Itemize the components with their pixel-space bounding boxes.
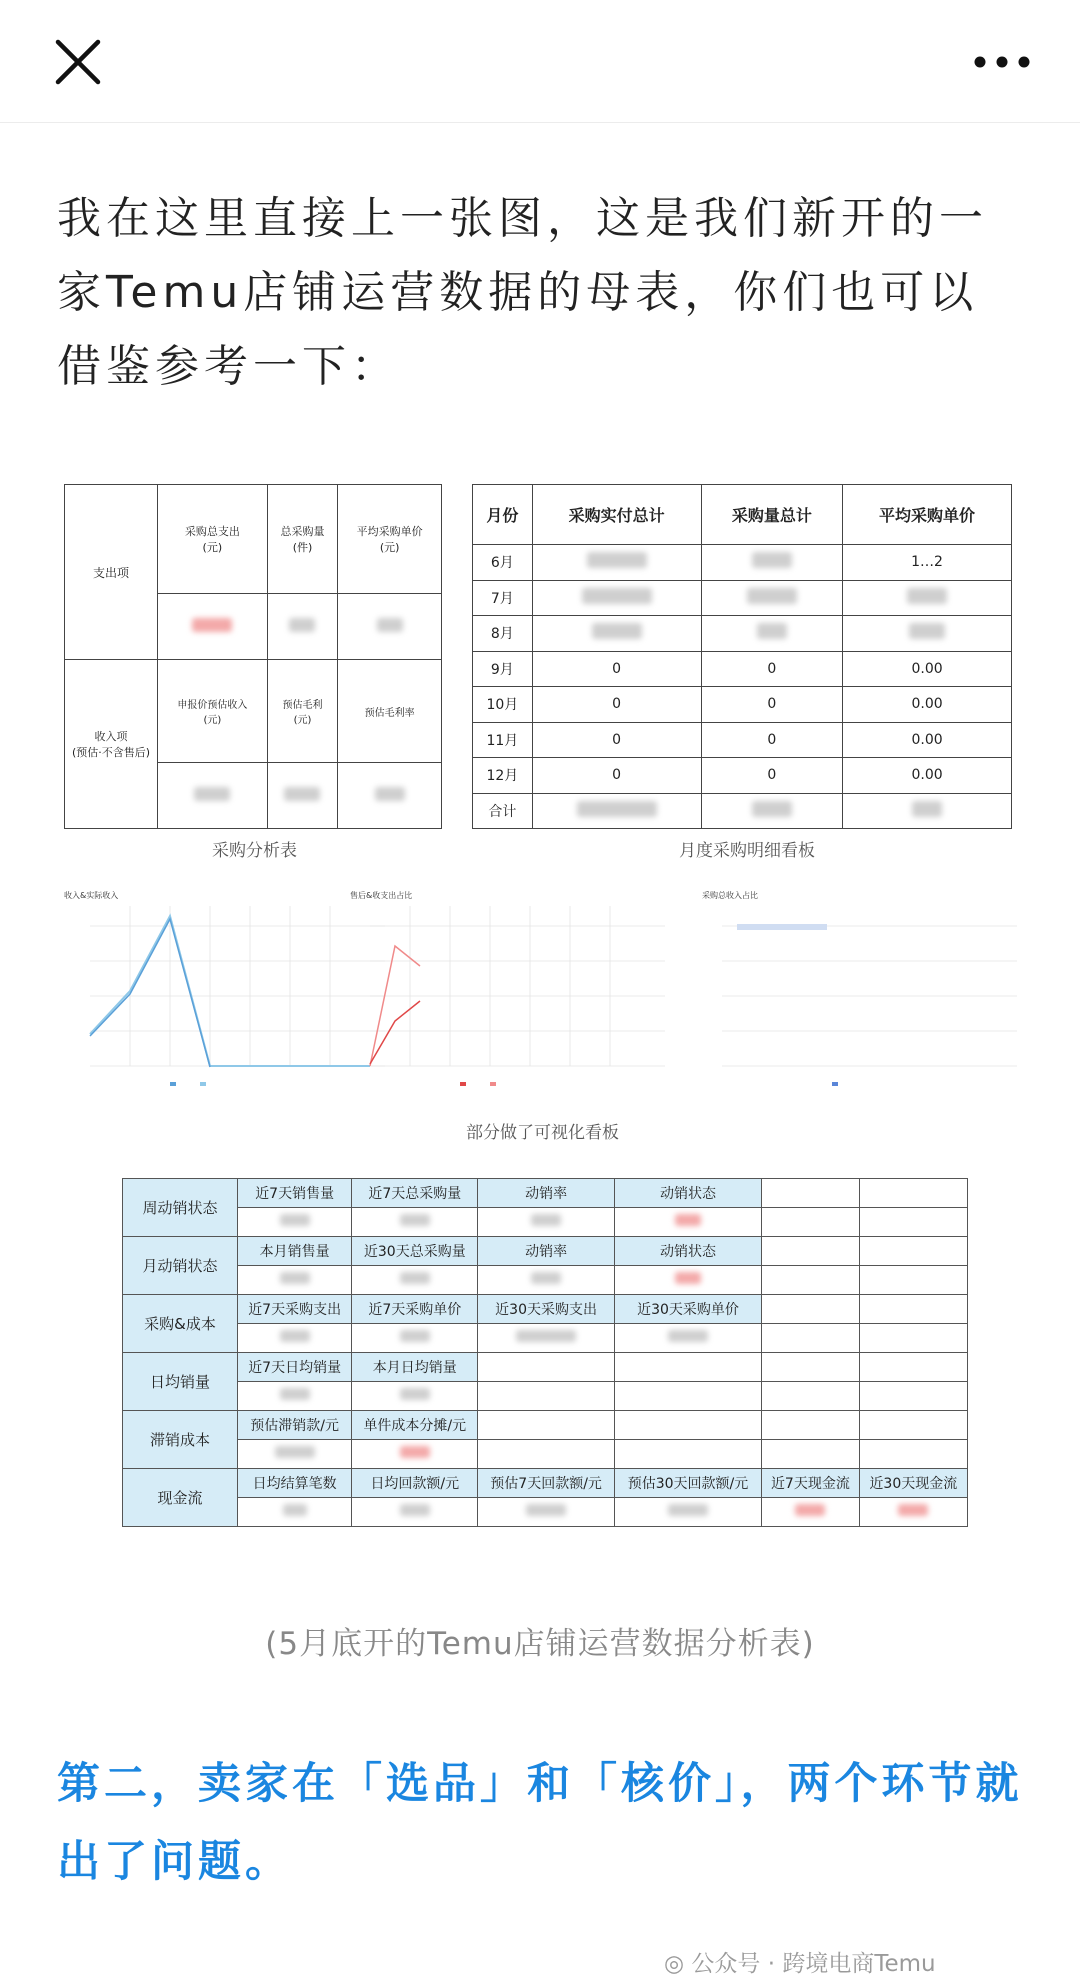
row-label-expense: 支出项 — [65, 485, 158, 660]
category-cell: 月动销状态 — [123, 1237, 238, 1295]
value-cell: 0.00 — [843, 651, 1012, 687]
value-cell: 0 — [532, 687, 701, 723]
empty-cell — [478, 1411, 615, 1440]
blurred-cell — [843, 616, 1012, 652]
blurred-cell — [532, 616, 701, 652]
header-cell: 预估毛利率 — [338, 660, 442, 763]
metric-header: 动销状态 — [614, 1179, 761, 1208]
value-cell: 0 — [532, 651, 701, 687]
empty-cell — [478, 1440, 615, 1469]
purchase-analysis-caption: 采购分析表 — [212, 841, 297, 861]
header-cell: 平均采购单价 — [843, 485, 1012, 545]
category-cell: 周动销状态 — [123, 1179, 238, 1237]
watermark — [664, 1945, 936, 1978]
blurred-cell — [238, 1324, 352, 1353]
purchase-analysis-table — [64, 484, 442, 829]
empty-cell — [762, 1411, 860, 1440]
chart-title: 售后&收支出占比 — [350, 891, 413, 900]
empty-cell — [859, 1440, 967, 1469]
empty-cell — [859, 1266, 967, 1295]
category-cell: 采购&成本 — [123, 1295, 238, 1353]
blurred-cell — [843, 580, 1012, 616]
chart-purchase-income — [692, 886, 1022, 1096]
value-cell — [158, 594, 268, 660]
metric-header: 近7天采购支出 — [238, 1295, 352, 1324]
blurred-cell — [238, 1266, 352, 1295]
value-cell — [338, 594, 442, 660]
blurred-cell — [701, 793, 843, 829]
metric-header: 单件成本分摊/元 — [352, 1411, 478, 1440]
blurred-cell — [762, 1498, 860, 1527]
empty-cell — [859, 1237, 967, 1266]
metric-header: 预估7天回款额/元 — [478, 1469, 615, 1498]
row-label-income: 收入项 (预估·不含售后) — [65, 660, 158, 829]
metrics-grid-table — [122, 1178, 968, 1527]
empty-cell — [762, 1440, 860, 1469]
empty-cell — [762, 1382, 860, 1411]
header-cell: 采购实付总计 — [532, 485, 701, 545]
header-cell: 采购量总计 — [701, 485, 843, 545]
empty-cell — [478, 1382, 615, 1411]
blurred-cell — [614, 1208, 761, 1237]
empty-cell — [614, 1382, 761, 1411]
value-cell: 0 — [701, 758, 843, 794]
empty-cell — [762, 1295, 860, 1324]
header-cell: 申报价预估收入 (元) — [158, 660, 268, 763]
chart-aftersales — [340, 886, 670, 1096]
month-cell: 7月 — [473, 580, 533, 616]
blurred-cell — [352, 1208, 478, 1237]
empty-cell — [762, 1237, 860, 1266]
value-cell — [158, 763, 268, 829]
blurred-cell — [352, 1440, 478, 1469]
value-cell: 0.00 — [843, 687, 1012, 723]
chart-title: 采购总收入占比 — [702, 891, 758, 900]
blurred-cell — [478, 1266, 615, 1295]
month-cell: 9月 — [473, 651, 533, 687]
watermark-text: 公众号 · 跨境电商Temu — [691, 1951, 936, 1977]
blurred-cell — [614, 1324, 761, 1353]
blurred-cell — [614, 1266, 761, 1295]
category-cell: 滞销成本 — [123, 1411, 238, 1469]
article-paragraph: 我在这里直接上一张图，这是我们新开的一家Temu店铺运营数据的母表，你们也可以借鉴参考一下： — [57, 193, 988, 392]
metric-header: 近30天采购单价 — [614, 1295, 761, 1324]
metric-header: 动销状态 — [614, 1237, 761, 1266]
blurred-cell — [478, 1208, 615, 1237]
metric-header: 日均结算笔数 — [238, 1469, 352, 1498]
image-caption: (5月底开的Temu店铺运营数据分析表) — [265, 1626, 815, 1662]
charts-caption: 部分做了可视化看板 — [466, 1123, 619, 1143]
metric-header: 近7天总采购量 — [352, 1179, 478, 1208]
empty-cell — [859, 1179, 967, 1208]
empty-cell — [859, 1353, 967, 1382]
metric-header: 预估滞销款/元 — [238, 1411, 352, 1440]
section-heading: 第二，卖家在「选品」和「核价」，两个环节就出了问题。 — [57, 1759, 1023, 1887]
metric-header: 动销率 — [478, 1179, 615, 1208]
metric-header: 近30天现金流 — [859, 1469, 967, 1498]
header-cell: 预估毛利 (元) — [267, 660, 338, 763]
value-cell — [267, 594, 338, 660]
empty-cell — [859, 1208, 967, 1237]
empty-cell — [614, 1353, 761, 1382]
empty-cell — [762, 1179, 860, 1208]
metric-header: 本月销售量 — [238, 1237, 352, 1266]
metric-header: 近30天采购支出 — [478, 1295, 615, 1324]
metric-header: 近7天销售量 — [238, 1179, 352, 1208]
monthly-board-caption: 月度采购明细看板 — [679, 841, 815, 861]
blurred-cell — [238, 1440, 352, 1469]
category-cell: 现金流 — [123, 1469, 238, 1527]
value-cell: 1…2 — [843, 545, 1012, 581]
blurred-cell — [532, 580, 701, 616]
empty-cell — [614, 1411, 761, 1440]
metric-header: 近7天现金流 — [762, 1469, 860, 1498]
blurred-cell — [238, 1498, 352, 1527]
blurred-cell — [532, 545, 701, 581]
metric-header: 近30天总采购量 — [352, 1237, 478, 1266]
empty-cell — [762, 1353, 860, 1382]
month-cell: 12月 — [473, 758, 533, 794]
metric-header: 日均回款额/元 — [352, 1469, 478, 1498]
chart-title: 收入&实际收入 — [64, 891, 119, 900]
value-cell: 0 — [701, 687, 843, 723]
blurred-cell — [352, 1324, 478, 1353]
close-icon[interactable] — [52, 36, 104, 88]
month-cell: 合计 — [473, 793, 533, 829]
header-cell: 采购总支出 (元) — [158, 485, 268, 594]
metric-header: 动销率 — [478, 1237, 615, 1266]
empty-cell — [614, 1440, 761, 1469]
monthly-board-table — [472, 484, 1012, 829]
blurred-cell — [701, 616, 843, 652]
empty-cell — [762, 1324, 860, 1353]
top-bar — [0, 0, 1080, 123]
blurred-cell — [843, 793, 1012, 829]
metric-header: 预估30天回款额/元 — [614, 1469, 761, 1498]
month-cell: 6月 — [473, 545, 533, 581]
blurred-cell — [701, 545, 843, 581]
empty-cell — [762, 1208, 860, 1237]
blurred-cell — [352, 1498, 478, 1527]
blurred-cell — [238, 1382, 352, 1411]
empty-cell — [859, 1324, 967, 1353]
month-cell: 8月 — [473, 616, 533, 652]
metric-header: 近7天日均销量 — [238, 1353, 352, 1382]
blurred-cell — [701, 580, 843, 616]
empty-cell — [859, 1382, 967, 1411]
value-cell: 0.00 — [843, 758, 1012, 794]
empty-cell — [478, 1353, 615, 1382]
blurred-cell — [352, 1382, 478, 1411]
blurred-cell — [478, 1324, 615, 1353]
blurred-cell — [352, 1266, 478, 1295]
blurred-cell — [614, 1498, 761, 1527]
blurred-cell — [478, 1498, 615, 1527]
empty-cell — [762, 1266, 860, 1295]
category-cell: 日均销量 — [123, 1353, 238, 1411]
value-cell: 0 — [532, 758, 701, 794]
wechat-icon: ◎ — [664, 1951, 685, 1977]
value-cell: 0 — [701, 722, 843, 758]
value-cell: 0 — [701, 651, 843, 687]
header-cell: 月份 — [473, 485, 533, 545]
value-cell: 0 — [532, 722, 701, 758]
metric-header: 本月日均销量 — [352, 1353, 478, 1382]
blurred-cell — [238, 1208, 352, 1237]
value-cell — [338, 763, 442, 829]
month-cell: 10月 — [473, 687, 533, 723]
metric-header: 近7天采购单价 — [352, 1295, 478, 1324]
empty-cell — [859, 1411, 967, 1440]
month-cell: 11月 — [473, 722, 533, 758]
more-icon[interactable] — [972, 40, 1032, 84]
empty-cell — [859, 1295, 967, 1324]
blurred-cell — [532, 793, 701, 829]
blurred-cell — [859, 1498, 967, 1527]
header-cell: 平均采购单价 (元) — [338, 485, 442, 594]
value-cell: 0.00 — [843, 722, 1012, 758]
value-cell — [267, 763, 338, 829]
header-cell: 总采购量 (件) — [267, 485, 338, 594]
